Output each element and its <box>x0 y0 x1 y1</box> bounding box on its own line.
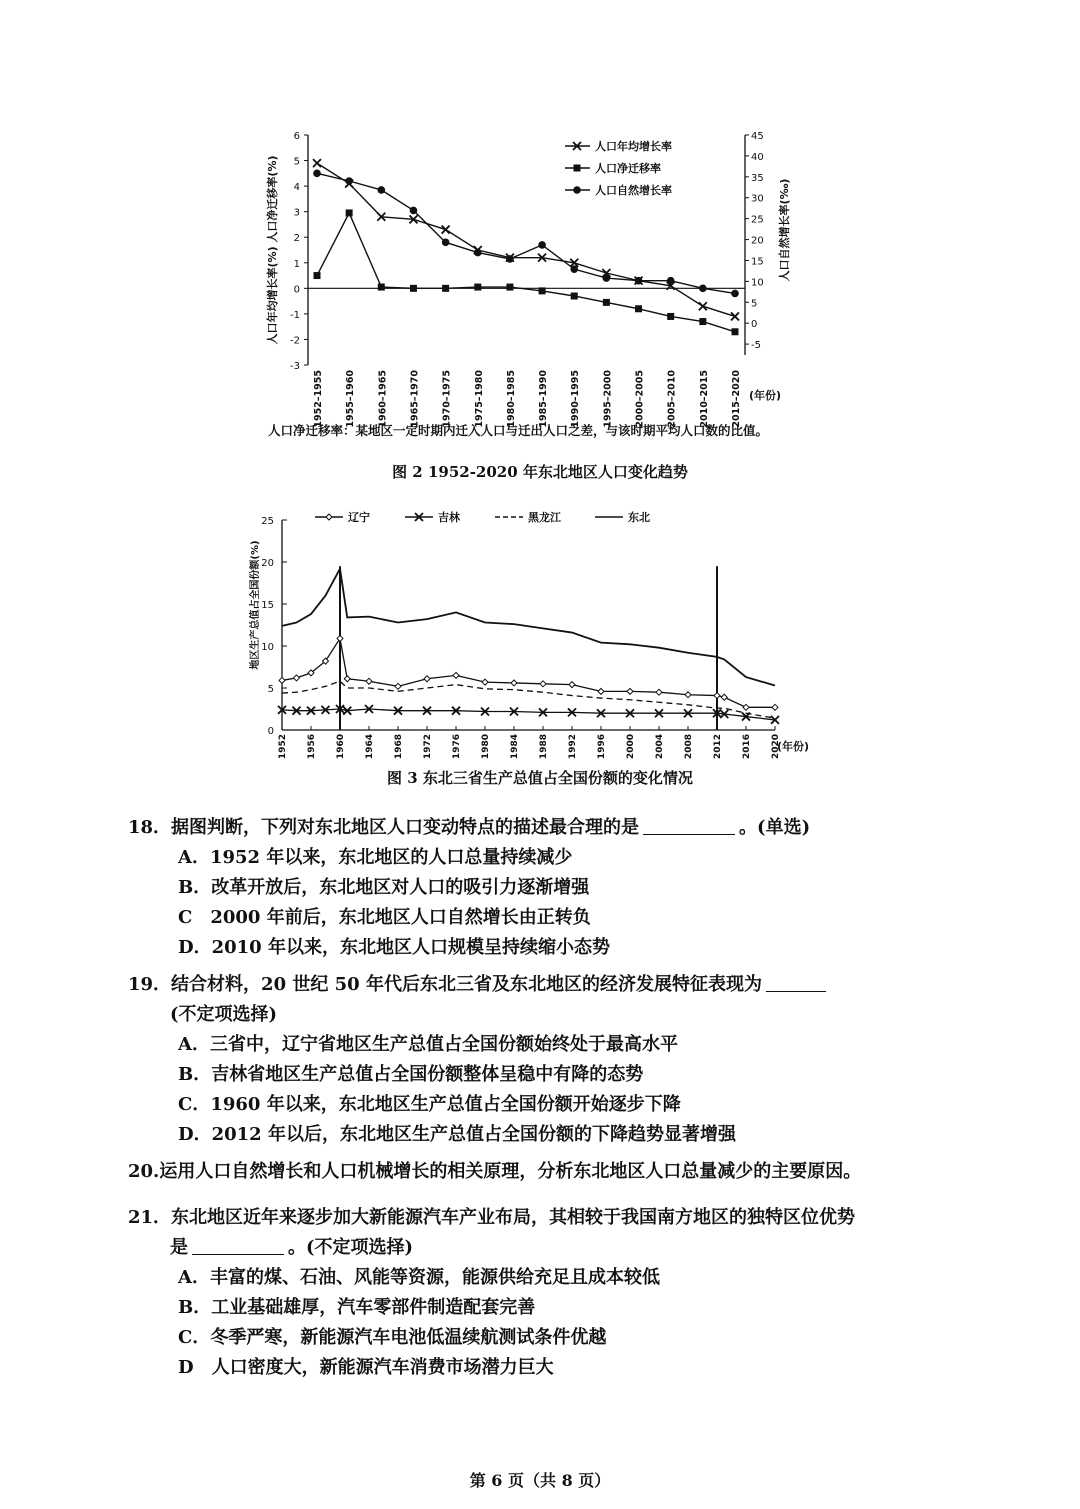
option-21-a: A．丰富的煤、石油、风能等资源，能源供给充足且成本较低 <box>178 1267 660 1288</box>
y-tick-label: 20 <box>261 558 274 569</box>
answer-blank-21[interactable] <box>192 1234 284 1255</box>
figure-3-chart <box>240 500 810 760</box>
data-point <box>482 679 488 685</box>
data-point <box>538 241 546 249</box>
legend-label: 人口自然增长率 <box>595 184 672 197</box>
option-19-d: D．2012 年以后，东北地区生产总值占全国份额的下降趋势显著增强 <box>178 1124 736 1145</box>
series-3 <box>282 510 775 685</box>
figure-2-chart <box>240 120 800 440</box>
left-tick-label: 5 <box>293 156 300 168</box>
question-20-stem: 20.运用人口自然增长和人口机械增长的相关原理，分析东北地区人口总量减少的主要原因。 <box>128 1161 862 1182</box>
x-tick-label: 1976 <box>452 734 462 760</box>
data-point <box>540 681 546 687</box>
data-point <box>395 683 401 689</box>
y-tick-label: 0 <box>267 726 274 737</box>
right-tick-label: 10 <box>751 277 764 289</box>
data-point <box>442 226 450 234</box>
data-point <box>378 186 386 194</box>
legend-label: 人口年均增长率 <box>595 140 672 153</box>
x-tick-label: 1980–1985 <box>505 370 517 428</box>
x-tick-label: 1964 <box>365 734 375 760</box>
option-19-c: C．1960 年以来，东北地区生产总值占全国份额开始逐步下降 <box>178 1094 681 1115</box>
data-point <box>603 299 610 306</box>
x-tick-label: 1995–2000 <box>602 370 614 428</box>
data-point <box>569 682 575 688</box>
series-line <box>282 638 775 707</box>
data-point <box>627 688 633 694</box>
option-21-d: D 人口密度大，新能源汽车消费市场潜力巨大 <box>178 1357 554 1378</box>
data-point <box>345 177 353 185</box>
series-line <box>317 163 735 316</box>
data-point <box>506 255 514 263</box>
question-19-stem: 19．结合材料，20 世纪 50 年代后东北三省及东北地区的经济发展特征表现为 <box>128 974 762 995</box>
option-21-b: B．工业基础雄厚，汽车零部件制造配套完善 <box>178 1297 536 1318</box>
x-tick-label: 2015–2020 <box>731 370 742 428</box>
legend-label: 黑龙江 <box>528 511 561 524</box>
option-18-b: B．改革开放后，东北地区对人口的吸引力逐渐增强 <box>178 877 590 898</box>
y-tick-label: 25 <box>261 516 274 527</box>
answer-blank-19[interactable] <box>766 971 826 992</box>
question-18 <box>128 813 948 963</box>
data-point <box>721 694 727 700</box>
left-tick-label: 4 <box>293 182 300 194</box>
figure-2-caption: 图 2 1952-2020 年东北地区人口变化趋势 <box>392 463 688 481</box>
question-21-stem: 21．东北地区近年来逐步加大新能源汽车产业布局，其相较于我国南方地区的独特区位优势 <box>128 1207 856 1228</box>
right-tick-label: 35 <box>751 172 764 184</box>
page-footer: 第 6 页（共 8 页） <box>469 1471 611 1490</box>
data-point <box>294 675 300 681</box>
data-point <box>570 265 578 273</box>
x-tick-label: 1965–1970 <box>409 370 421 428</box>
legend-label: 吉林 <box>438 511 460 524</box>
data-point <box>474 284 481 291</box>
x-tick-label: 1970–1975 <box>441 370 453 428</box>
x-tick-label: 1956 <box>307 734 317 760</box>
answer-blank-18[interactable] <box>643 814 735 835</box>
x-tick-label: 2000–2005 <box>634 370 646 428</box>
option-18-d: D．2010 年以来，东北地区人口规模呈持续缩小态势 <box>178 937 610 958</box>
legend-marker <box>326 514 332 520</box>
right-tick-label: 30 <box>751 193 764 205</box>
x-tick-label: 2000 <box>626 734 636 760</box>
left-tick-label: 0 <box>293 284 300 296</box>
right-tick-label: 0 <box>751 319 758 331</box>
data-point <box>731 290 739 298</box>
question-21 <box>128 1203 948 1383</box>
data-point <box>772 704 778 710</box>
data-point <box>410 285 417 292</box>
data-point <box>667 277 675 285</box>
figure-2-note: 人口净迁移率：某地区一定时期内迁入人口与迁出人口之差，与该时期平均人口数的比值。 <box>268 423 769 438</box>
x-tick-label: 1985–1990 <box>538 370 550 428</box>
x-unit-label: (年份) <box>777 740 810 753</box>
data-point <box>344 676 350 682</box>
figure-3-svg <box>240 500 810 760</box>
left-axis-label: 人口年均增长率(%) 人口净迁移率(%) <box>266 155 279 345</box>
data-point <box>732 328 739 335</box>
data-point <box>603 274 611 282</box>
option-19-a: A．三省中，辽宁省地区生产总值占全国份额始终处于最高水平 <box>178 1034 678 1055</box>
data-point <box>539 287 546 294</box>
series-0 <box>313 139 739 320</box>
data-point <box>410 207 418 215</box>
data-point <box>313 170 321 178</box>
data-point <box>442 285 449 292</box>
x-tick-label: 1992 <box>568 734 578 760</box>
data-point <box>511 680 517 686</box>
data-point <box>635 305 642 312</box>
right-tick-label: 5 <box>751 298 758 310</box>
series-2 <box>282 510 775 718</box>
x-tick-label: 1972 <box>423 734 433 760</box>
figure-3-caption: 图 3 东北三省生产总值占全国份额的变化情况 <box>387 769 693 787</box>
data-point <box>279 677 285 683</box>
data-point <box>346 209 353 216</box>
legend-label: 辽宁 <box>348 511 370 524</box>
y-tick-label: 5 <box>267 684 274 695</box>
right-tick-label: 45 <box>751 131 764 142</box>
option-18-c: C 2000 年前后，东北地区人口自然增长由正转负 <box>178 907 591 928</box>
data-point <box>656 689 662 695</box>
option-19-b: B．吉林省地区生产总值占全国份额整体呈稳中有降的态势 <box>178 1064 644 1085</box>
data-point <box>635 277 643 285</box>
right-tick-label: 20 <box>751 235 764 247</box>
question-18-stem: 18．据图判断，下列对东北地区人口变动特点的描述最合理的是 <box>128 817 640 838</box>
left-tick-label: 6 <box>293 131 300 142</box>
data-point <box>667 313 674 320</box>
x-tick-label: 2010–2015 <box>698 370 710 428</box>
series-line <box>282 709 775 720</box>
x-tick-label: 2012 <box>713 734 723 760</box>
x-tick-label: 2008 <box>684 734 694 760</box>
x-unit-label: (年份) <box>749 389 782 402</box>
data-point <box>699 302 707 310</box>
x-tick-label: 2016 <box>742 734 752 760</box>
data-point <box>685 692 691 698</box>
right-tick-label: -5 <box>751 340 761 352</box>
series-line <box>282 569 775 686</box>
data-point <box>314 272 321 279</box>
question-19-stem-cont: (不定项选择) <box>170 1004 278 1025</box>
left-tick-label: 2 <box>293 233 300 245</box>
right-tick-label: 15 <box>751 256 764 268</box>
left-tick-label: 1 <box>293 258 300 270</box>
data-point <box>699 285 707 293</box>
y-tick-label: 15 <box>261 600 274 611</box>
data-point <box>442 239 450 247</box>
x-tick-label: 2020 <box>771 734 781 760</box>
x-tick-label: 1960–1965 <box>377 370 389 428</box>
x-tick-label: 1996 <box>597 734 607 760</box>
data-point <box>313 159 321 167</box>
x-tick-label: 1968 <box>394 734 404 760</box>
legend-marker <box>574 165 581 172</box>
left-tick-label: 3 <box>293 207 300 219</box>
y-axis-label: 地区生产总值占全国份额(%) <box>250 540 261 670</box>
x-tick-label: 1952 <box>278 734 288 760</box>
x-tick-label: 1980 <box>481 734 491 760</box>
y-tick-label: 10 <box>261 642 274 653</box>
data-point <box>571 293 578 300</box>
left-tick-label: -3 <box>290 361 300 372</box>
option-18-a: A．1952 年以来，东北地区的人口总量持续减少 <box>178 847 573 868</box>
question-18-stem-end: 。(单选) <box>739 817 811 838</box>
x-tick-label: 2005–2010 <box>666 370 678 428</box>
x-tick-label: 1955–1960 <box>345 370 357 428</box>
right-axis-label: 人口自然增长率(‰) <box>778 178 791 282</box>
series-1 <box>314 161 739 335</box>
x-tick-label: 1975–1980 <box>473 370 485 428</box>
data-point <box>366 678 372 684</box>
data-point <box>424 676 430 682</box>
data-point <box>474 249 482 257</box>
series-0 <box>279 510 778 710</box>
figure-2-svg <box>240 120 800 440</box>
legend-label: 东北 <box>628 511 650 524</box>
data-point <box>506 284 513 291</box>
x-tick-label: 1990–1995 <box>570 370 582 428</box>
question-19 <box>128 970 948 1150</box>
option-21-c: C．冬季严寒，新能源汽车电池低温续航测试条件优越 <box>178 1327 607 1348</box>
x-tick-label: 1988 <box>539 734 549 760</box>
data-point <box>714 693 720 699</box>
data-point <box>699 318 706 325</box>
data-point <box>453 672 459 678</box>
data-point <box>743 704 749 710</box>
left-tick-label: -1 <box>290 309 300 321</box>
x-tick-label: 2004 <box>655 734 665 760</box>
right-tick-label: 40 <box>751 151 764 163</box>
right-tick-label: 25 <box>751 214 764 226</box>
legend-marker <box>573 186 581 194</box>
question-20 <box>128 1157 948 1187</box>
question-21-stem-pre: 是 <box>170 1237 188 1258</box>
data-point <box>378 284 385 291</box>
data-point <box>598 688 604 694</box>
x-tick-label: 1952–1955 <box>313 370 324 428</box>
x-tick-label: 1984 <box>510 734 520 760</box>
question-21-stem-post: 。(不定项选择) <box>288 1237 414 1258</box>
left-tick-label: -2 <box>290 335 300 347</box>
data-point <box>731 312 739 320</box>
legend-label: 人口净迁移率 <box>595 162 661 175</box>
x-tick-label: 1960 <box>336 734 346 760</box>
